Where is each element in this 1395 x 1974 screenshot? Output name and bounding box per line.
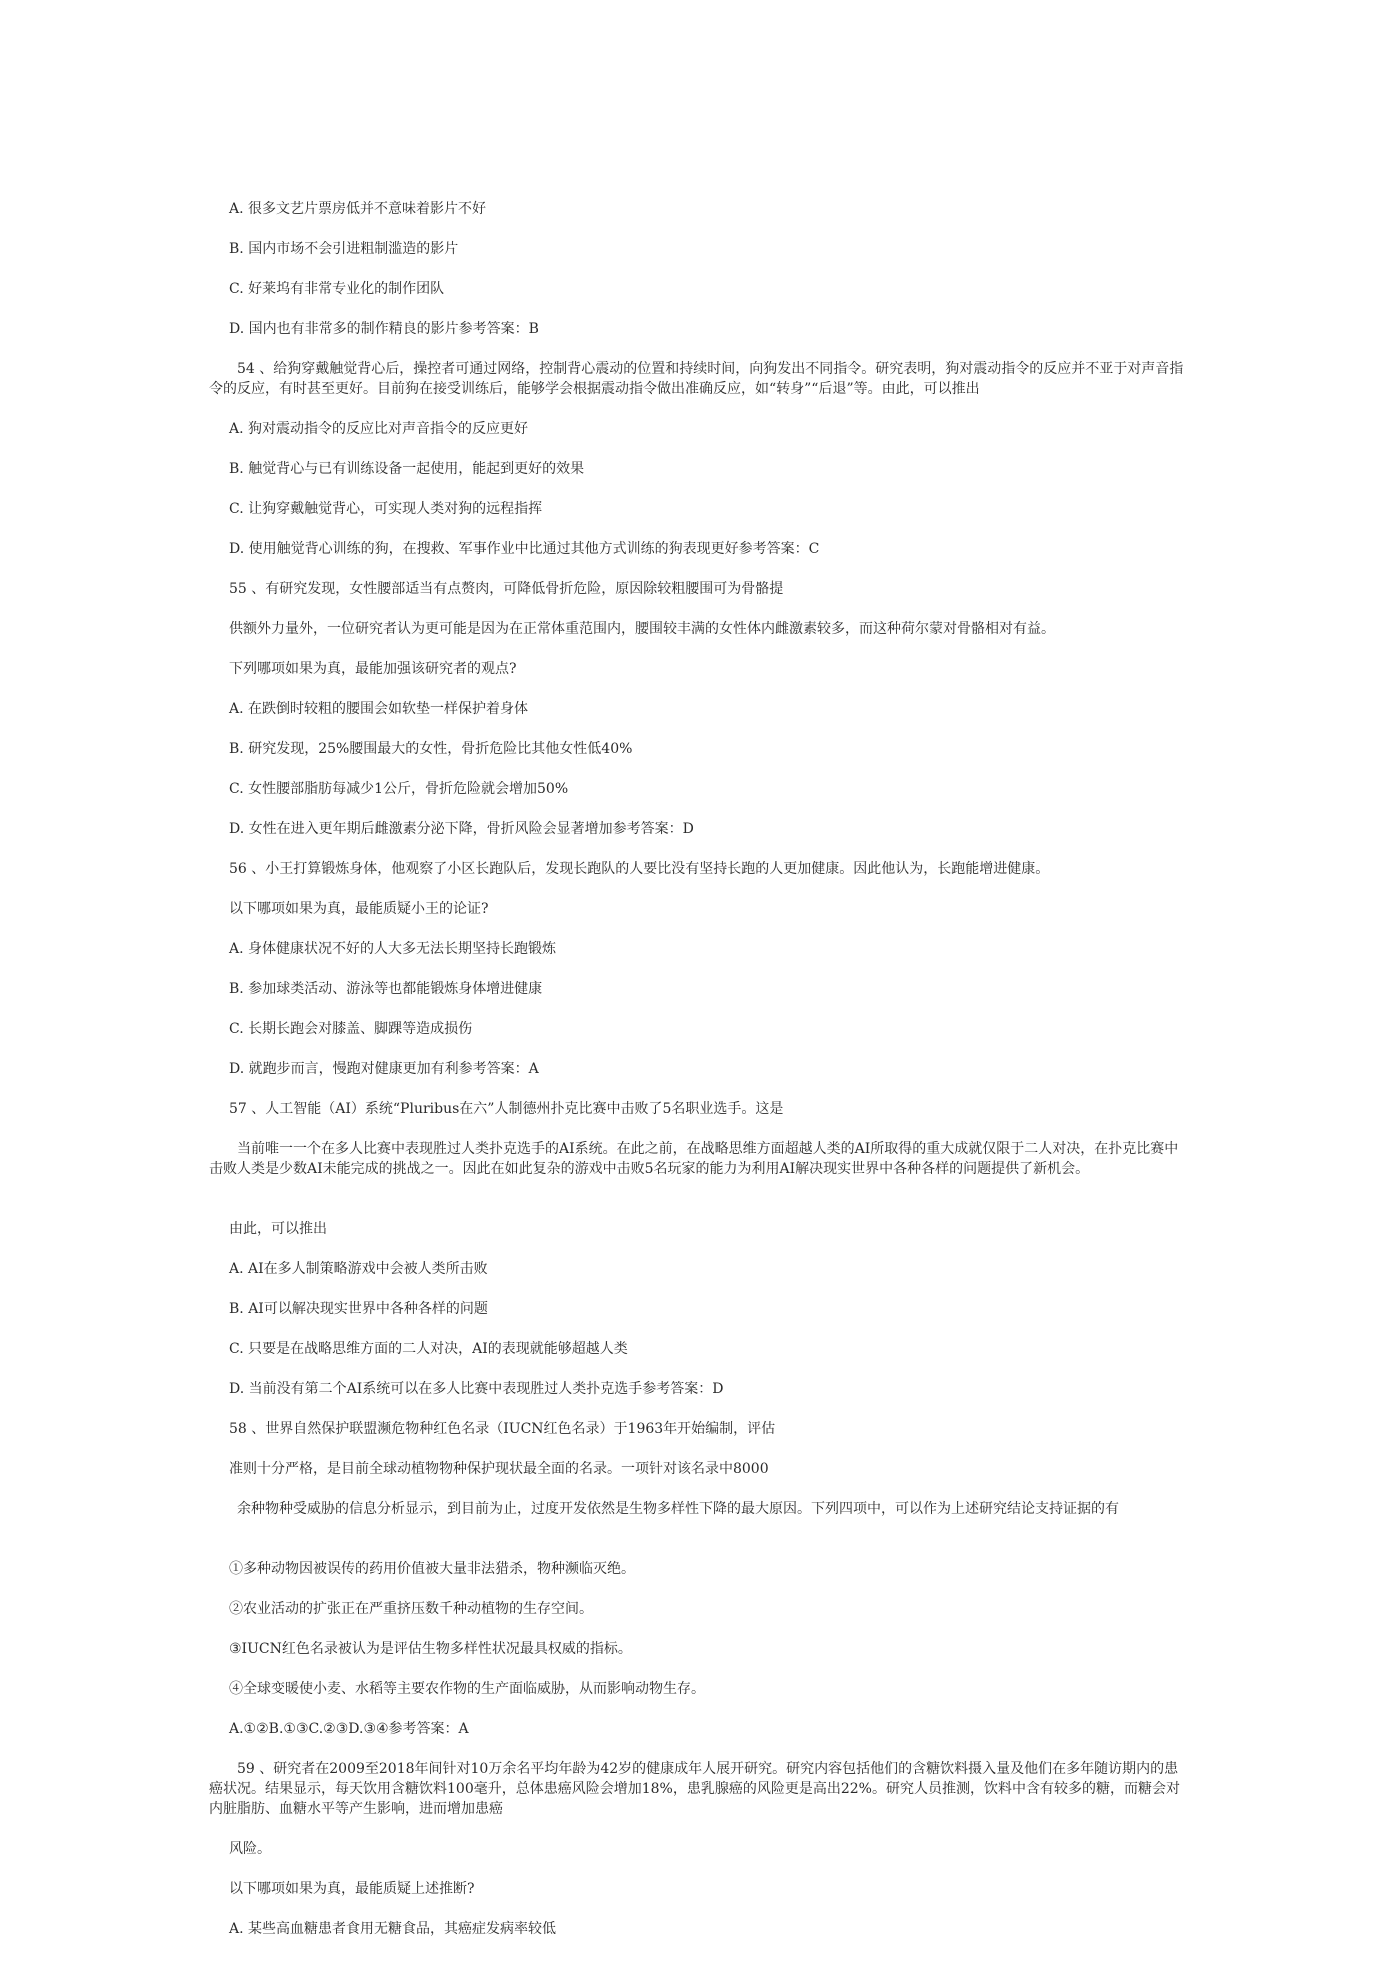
option-c-q56: C. 长期长跑会对膝盖、脚踝等造成损伤 (229, 1021, 473, 1037)
question-59-cont: 风险。 (229, 1841, 271, 1857)
question-57-prompt: 由此，可以推出 (229, 1221, 327, 1237)
option-a-q59: A. 某些高血糖患者食用无糖食品，其癌症发病率较低 (229, 1921, 557, 1937)
question-57-cont: 当前唯一一个在多人比赛中表现胜过人类扑克选手的AI系统。在此之前，在战略思维方面超越人类的AI所取得的重大成就仅限于二人对决，在扑克比赛中击败人类是少数AI未能完成的挑战之一。因此在如此复杂的游戏中击败5名玩家的能力为利用AI解决现实世界中各种各样的问题提供了新机会。 (209, 1141, 1179, 1177)
option-a-q57: A. AI在多人制策略游戏中会被人类所击败 (229, 1261, 488, 1277)
options-q58: A.①②B.①③C.②③D.③④参考答案：A (229, 1721, 469, 1737)
option-d-q55: D. 女性在进入更年期后雌激素分泌下降，骨折风险会显著增加参考答案：D (229, 821, 694, 837)
option-b-q53: B. 国内市场不会引进粗制滥造的影片 (229, 241, 459, 257)
question-58-cont: 准则十分严格，是目前全球动植物物种保护现状最全面的名录。一项针对该名录中8000 (229, 1461, 769, 1477)
option-c-q57: C. 只要是在战略思维方面的二人对决，AI的表现就能够超越人类 (229, 1341, 628, 1357)
question-59-prompt: 以下哪项如果为真，最能质疑上述推断? (229, 1881, 475, 1897)
option-b-q55: B. 研究发现，25%腰围最大的女性，骨折危险比其他女性低40% (229, 741, 633, 757)
option-b-q54: B. 触觉背心与已有训练设备一起使用，能起到更好的效果 (229, 461, 585, 477)
statement-4: ④全球变暖使小麦、水稻等主要农作物的生产面临威胁，从而影响动物生存。 (229, 1681, 705, 1697)
statement-2: ②农业活动的扩张正在严重挤压数千种动植物的生存空间。 (229, 1601, 593, 1617)
question-55-prompt: 下列哪项如果为真，最能加强该研究者的观点? (229, 661, 517, 677)
option-d-q56: D. 就跑步而言，慢跑对健康更加有利参考答案：A (229, 1061, 539, 1077)
option-c-q55: C. 女性腰部脂肪每减少1公斤，骨折危险就会增加50% (229, 781, 569, 797)
option-a-q55: A. 在跌倒时较粗的腰围会如软垫一样保护着身体 (229, 701, 529, 717)
question-57: 57 、人工智能（AI）系统“Pluribus在六”人制德州扑克比赛中击败了5名职业选手。这是 (229, 1101, 784, 1117)
option-d-q53: D. 国内也有非常多的制作精良的影片参考答案：B (229, 321, 539, 337)
option-a-q54: A. 狗对震动指令的反应比对声音指令的反应更好 (229, 421, 529, 437)
option-b-q57: B. AI可以解决现实世界中各种各样的问题 (229, 1301, 488, 1317)
option-a-q53: A. 很多文艺片票房低并不意味着影片不好 (229, 201, 487, 217)
statement-1: ①多种动物因被误传的药用价值被大量非法猎杀，物种濒临灭绝。 (229, 1561, 635, 1577)
option-c-q54: C. 让狗穿戴触觉背心，可实现人类对狗的远程指挥 (229, 501, 543, 517)
question-56: 56 、小王打算锻炼身体，他观察了小区长跑队后，发现长跑队的人要比没有坚持长跑的人更加健康。因此他认为，长跑能增进健康。 (229, 861, 1050, 877)
question-58-cont-2: 余种物种受威胁的信息分析显示，到目前为止，过度开发依然是生物多样性下降的最大原因。下列四项中，可以作为上述研究结论支持证据的有 (237, 1501, 1119, 1517)
question-58: 58 、世界自然保护联盟濒危物种红色名录（IUCN红色名录）于1963年开始编制，评估 (229, 1421, 776, 1437)
question-56-prompt: 以下哪项如果为真，最能质疑小王的论证? (229, 901, 489, 917)
option-c-q53: C. 好莱坞有非常专业化的制作团队 (229, 281, 445, 297)
question-55-cont: 供额外力量外，一位研究者认为更可能是因为在正常体重范围内，腰围较丰满的女性体内雌激素较多，而这种荷尔蒙对骨骼相对有益。 (229, 621, 1055, 637)
option-b-q56: B. 参加球类活动、游泳等也都能锻炼身体增进健康 (229, 981, 543, 997)
question-55: 55 、有研究发现，女性腰部适当有点赘肉，可降低骨折危险，原因除较粗腰围可为骨骼提 (229, 581, 784, 597)
option-d-q57: D. 当前没有第二个AI系统可以在多人比赛中表现胜过人类扑克选手参考答案：D (229, 1381, 724, 1397)
option-a-q56: A. 身体健康状况不好的人大多无法长期坚持长跑锻炼 (229, 941, 557, 957)
option-d-q54: D. 使用触觉背心训练的狗，在搜救、军事作业中比通过其他方式训练的狗表现更好参考答案：C (229, 541, 820, 557)
question-59: 59 、研究者在2009至2018年间针对10万余名平均年龄为42岁的健康成年人展开研究。研究内容包括他们的含糖饮料摄入量及他们在多年随访期内的患癌状况。结果显示，每天饮用含糖饮料100毫升，总体患癌风险会增加18%，患乳腺癌的风险更是高出22%。研究人员推测，饮料中含有较多的糖，而糖会对内脏脂肪、血糖水平等产生影响，进而增加患癌 (209, 1761, 1180, 1817)
statement-3: ③IUCN红色名录被认为是评估生物多样性状况最具权威的指标。 (229, 1641, 632, 1657)
question-54: 54 、给狗穿戴触觉背心后，操控者可通过网络，控制背心震动的位置和持续时间，向狗发出不同指令。研究表明，狗对震动指令的反应并不亚于对声音指令的反应，有时甚至更好。目前狗在接受训练后，能够学会根据震动指令做出准确反应，如“转身”“后退”等。由此，可以推出 (209, 361, 1184, 397)
